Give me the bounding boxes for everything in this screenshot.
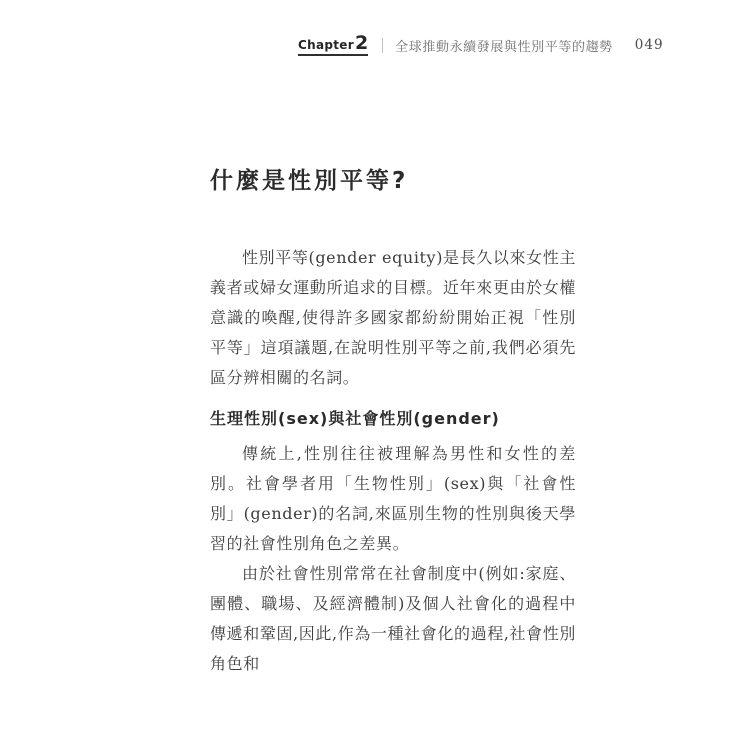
header-chapter-title: 全球推動永續發展與性別平等的趨勢 — [395, 39, 613, 55]
chapter-number: 2 — [354, 32, 369, 54]
text-column — [210, 0, 576, 750]
intro-paragraph: 性別平等(gender equity)是長久以來女性主義者或婦女運動所追求的目標。近年來更由於女權意識的喚醒,使得許多國家都紛紛開始正視「性別平等」這項議題,在說明性別平等之前,我們必須先區分辨相關的名詞。 — [210, 248, 576, 387]
paragraph-socialization: 由於社會性別常常在社會制度中(例如:家庭、團體、職場、及經濟體制)及個人社會化的過程中傳遞和鞏固,因此,作為一種社會化的過程,社會性別角色和 — [210, 564, 576, 673]
article-title: 什麼是性別平等? — [210, 168, 409, 194]
intro-paragraph-block — [210, 243, 576, 393]
section-subheading: 生理性別(sex)與社會性別(gender) — [210, 409, 500, 428]
paragraph-sex-gender: 傳統上,性別往往被理解為男性和女性的差別。社會學者用「生物性別」(sex)與「社會性別」(gender)的名詞,來區別生物的性別與後天學習的社會性別角色之差異。 — [210, 444, 576, 553]
body-paragraphs-block — [210, 439, 576, 679]
page-number: 049 — [634, 37, 664, 53]
chapter-label: Chapter — [298, 38, 354, 52]
